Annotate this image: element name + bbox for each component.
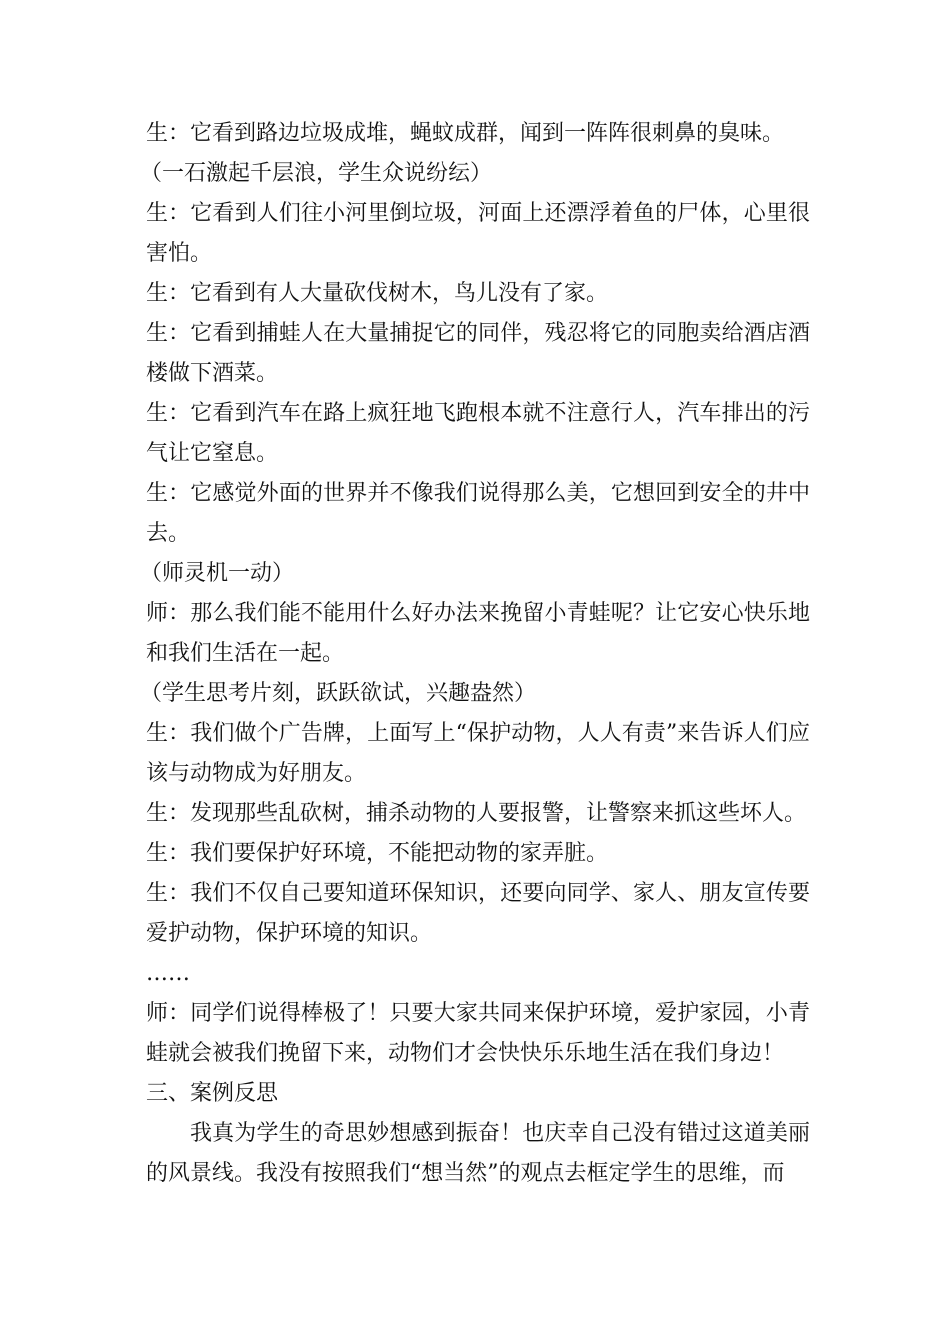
paragraph-student-3: 生：它看到有人大量砍伐树木，鸟儿没有了家。 (146, 281, 609, 306)
paragraph-reflection: 我真为学生的奇思妙想感到振奋！也庆幸自己没有错过这道美丽的风景线。我没有按照我们“想当然”的观点去框定学生的思维，而 (146, 1121, 810, 1186)
paragraph-student-9: 生：我们要保护好环境，不能把动物的家弄脏。 (146, 841, 609, 866)
paragraph-student-7: 生：我们做个广告牌，上面写上“保护动物，人人有责”来告诉人们应该与动物成为好朋友。 (146, 721, 810, 786)
paragraph-student-8: 生：发现那些乱砍树，捕杀动物的人要报警，让警察来抓这些坏人。 (146, 801, 807, 826)
paragraph-student-4: 生：它看到捕蛙人在大量捕捉它的同伴，残忍将它的同胞卖给酒店酒楼做下酒菜。 (146, 321, 810, 386)
paragraph-student-6: 生：它感觉外面的世界并不像我们说得那么美，它想回到安全的井中去。 (146, 481, 810, 546)
paragraph-stage-note-3: （学生思考片刻，跃跃欲试，兴趣盎然） (140, 681, 537, 706)
paragraph-teacher-1: 师：那么我们能不能用什么好办法来挽留小青蛙呢？让它安心快乐地和我们生活在一起。 (146, 601, 810, 666)
paragraph-teacher-2: 师：同学们说得棒极了！只要大家共同来保护环境，爱护家园，小青蛙就会被我们挽留下来，动物们才会快快乐乐地生活在我们身边！ (146, 1001, 810, 1066)
paragraph-student-5: 生：它看到汽车在路上疯狂地飞跑根本就不注意行人，汽车排出的污气让它窒息。 (146, 401, 810, 466)
paragraph-student-2: 生：它看到人们往小河里倒垃圾，河面上还漂浮着鱼的尸体，心里很害怕。 (146, 201, 810, 266)
paragraph-stage-note-2: （师灵机一动） (140, 561, 295, 586)
paragraph-student-10: 生：我们不仅自己要知道环保知识，还要向同学、家人、朋友宣传要爱护动物，保护环境的知识。 (146, 881, 810, 946)
section-heading-reflection: 三、案例反思 (146, 1081, 279, 1106)
paragraph-ellipsis: …… (146, 961, 190, 986)
paragraph-student-1: 生：它看到路边垃圾成堆，蝇蚊成群，闻到一阵阵很刺鼻的臭味。 (146, 121, 785, 146)
paragraph-stage-note-1: （一石激起千层浪，学生众说纷纭） (140, 161, 493, 186)
document-body (140, 114, 810, 1194)
